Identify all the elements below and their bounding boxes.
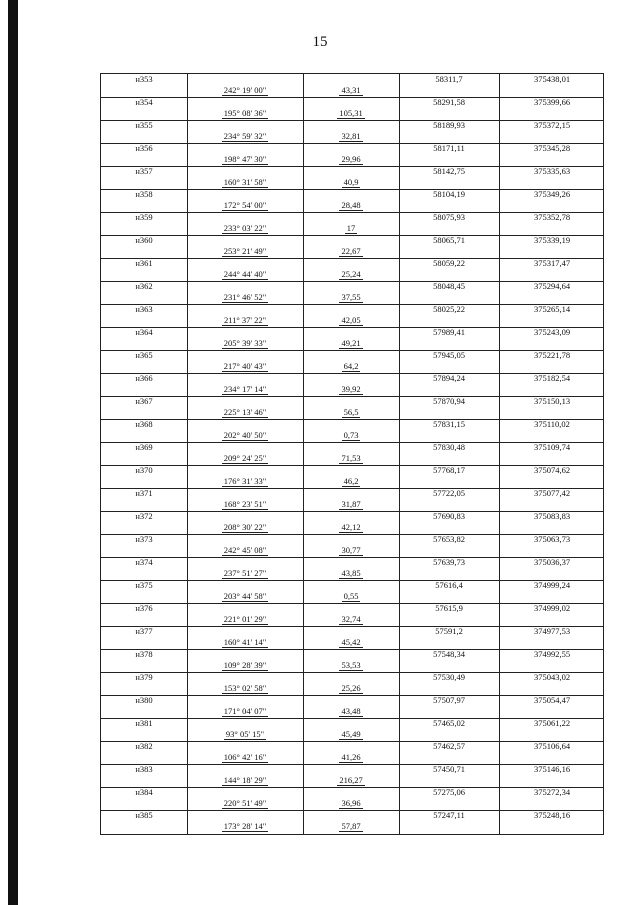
y-coordinate-cell: 375043,02 (533, 672, 571, 682)
row-divider (101, 695, 603, 696)
direction-angle-cell (187, 85, 303, 96)
direction-angle-cell-text: 225° 13' 46" (223, 407, 267, 417)
table-row (101, 281, 603, 304)
table-row (101, 626, 603, 649)
point-name-cell: н368 (135, 419, 153, 429)
direction-angle-cell (187, 177, 303, 188)
direction-angle-cell-text: 244° 44' 40" (223, 269, 267, 279)
direction-angle-cell (187, 660, 303, 671)
point-name-cell: н376 (135, 603, 153, 613)
direction-angle-cell-text: 242° 19' 00" (223, 85, 267, 95)
x-coordinate-cell: 57830,48 (433, 442, 465, 452)
point-name-cell: н373 (135, 534, 153, 544)
row-divider (101, 419, 603, 420)
direction-angle-cell (187, 154, 303, 165)
distance-cell-text: 41,26 (341, 752, 361, 762)
table-row (101, 488, 603, 511)
distance-cell-text: 39,92 (341, 384, 361, 394)
row-divider (101, 327, 603, 328)
distance-cell (303, 752, 399, 763)
distance-cell-text: 45,42 (341, 637, 361, 647)
y-coordinate-cell: 375221,78 (533, 350, 571, 360)
point-name-cell: н356 (135, 143, 153, 153)
distance-cell (303, 453, 399, 464)
direction-angle-cell (187, 752, 303, 763)
distance-cell (303, 85, 399, 96)
distance-cell (303, 522, 399, 533)
distance-cell-text: 49,21 (341, 338, 361, 348)
distance-cell-text: 31,87 (341, 499, 361, 509)
direction-angle-cell (187, 269, 303, 280)
row-divider (101, 166, 603, 167)
point-name-cell: н359 (135, 212, 153, 222)
distance-cell (303, 568, 399, 579)
page-number: 15 (312, 34, 328, 50)
direction-angle-cell (187, 637, 303, 648)
y-coordinate-cell: 375345,28 (533, 143, 571, 153)
point-name-cell: н353 (135, 74, 153, 84)
distance-cell (303, 246, 399, 257)
x-coordinate-cell: 57831,15 (433, 419, 465, 429)
direction-angle-cell-text: 172° 54' 00" (223, 200, 267, 210)
point-name-cell: н374 (135, 557, 153, 567)
distance-cell-text: 25,26 (341, 683, 361, 693)
x-coordinate-cell: 57465,02 (433, 718, 465, 728)
distance-cell (303, 729, 399, 740)
row-divider (101, 373, 603, 374)
point-name-cell: н369 (135, 442, 153, 452)
direction-angle-cell-text: 205° 39' 33" (223, 338, 267, 348)
distance-cell-text: 45,49 (341, 729, 361, 739)
table-row (101, 419, 603, 442)
direction-angle-cell-text: 209° 24' 25" (223, 453, 267, 463)
direction-angle-cell-text: 242° 45' 08" (223, 545, 267, 555)
distance-cell-text: 28,48 (341, 200, 361, 210)
table-row (101, 212, 603, 235)
distance-cell-text: 25,24 (341, 269, 361, 279)
table-row (101, 741, 603, 764)
point-name-cell: н382 (135, 741, 153, 751)
distance-cell (303, 637, 399, 648)
x-coordinate-cell: 57275,06 (433, 787, 465, 797)
row-divider (101, 235, 603, 236)
y-coordinate-cell: 375399,66 (533, 97, 571, 107)
distance-cell (303, 660, 399, 671)
point-name-cell: н364 (135, 327, 153, 337)
direction-angle-cell-text: 211° 37' 22" (223, 315, 267, 325)
table-row (101, 557, 603, 580)
y-coordinate-cell: 375272,34 (533, 787, 571, 797)
direction-angle-cell-text: 93° 05' 15" (225, 729, 265, 739)
y-coordinate-cell: 375074,62 (533, 465, 571, 475)
row-divider (101, 672, 603, 673)
direction-angle-cell-text: 203° 44' 58" (223, 591, 267, 601)
row-divider (101, 396, 603, 397)
x-coordinate-cell: 58059,22 (433, 258, 465, 268)
point-name-cell: н363 (135, 304, 153, 314)
x-coordinate-cell: 57639,73 (433, 557, 465, 567)
distance-cell-text: 64,2 (343, 361, 359, 371)
direction-angle-cell-text: 202° 40' 50" (223, 430, 267, 440)
distance-cell-text: 43,85 (341, 568, 361, 578)
direction-angle-cell-text: 198° 47' 30" (223, 154, 267, 164)
distance-cell-text: 71,53 (341, 453, 361, 463)
distance-cell-text: 0,73 (343, 430, 359, 440)
distance-cell (303, 614, 399, 625)
distance-cell-text: 40,9 (343, 177, 359, 187)
y-coordinate-cell: 375110,02 (534, 419, 570, 429)
y-coordinate-cell: 375061,22 (533, 718, 571, 728)
distance-cell-text: 56,5 (343, 407, 359, 417)
direction-angle-cell-text: 106° 42' 16" (223, 752, 267, 762)
direction-angle-cell-text: 253° 21' 49" (223, 246, 267, 256)
y-coordinate-cell: 375077,42 (533, 488, 571, 498)
x-coordinate-cell: 57548,34 (433, 649, 465, 659)
distance-cell (303, 361, 399, 372)
table-row (101, 649, 603, 672)
table-row (101, 442, 603, 465)
direction-angle-cell (187, 614, 303, 625)
table-row (101, 350, 603, 373)
direction-angle-cell-text: 208° 30' 22" (223, 522, 267, 532)
distance-cell-text: 42,05 (341, 315, 361, 325)
distance-cell-text: 216,27 (339, 775, 363, 785)
point-name-cell: н366 (135, 373, 153, 383)
point-name-cell: н354 (135, 97, 153, 107)
row-divider (101, 511, 603, 512)
y-coordinate-cell: 375243,09 (533, 327, 571, 337)
table-row (101, 166, 603, 189)
direction-angle-cell (187, 545, 303, 556)
row-divider (101, 557, 603, 558)
distance-cell (303, 499, 399, 510)
x-coordinate-cell: 58142,75 (433, 166, 465, 176)
point-name-cell: н380 (135, 695, 153, 705)
row-divider (101, 143, 603, 144)
point-name-cell: н385 (135, 810, 153, 820)
distance-cell (303, 821, 399, 832)
distance-cell-text: 37,55 (341, 292, 361, 302)
table-row (101, 235, 603, 258)
distance-cell (303, 223, 399, 234)
table-row (101, 580, 603, 603)
direction-angle-cell-text: 234° 59' 32" (223, 131, 267, 141)
distance-cell (303, 706, 399, 717)
point-name-cell: н381 (135, 718, 153, 728)
distance-cell (303, 200, 399, 211)
x-coordinate-cell: 57653,82 (433, 534, 465, 544)
direction-angle-cell-text: 195° 08' 36" (223, 108, 267, 118)
y-coordinate-cell: 375339,19 (533, 235, 571, 245)
binding-edge (8, 0, 18, 905)
direction-angle-cell-text: 171° 04' 07" (223, 706, 267, 716)
point-name-cell: н377 (135, 626, 153, 636)
direction-angle-cell-text: 160° 31' 58" (223, 177, 267, 187)
distance-cell-text: 32,74 (341, 614, 361, 624)
distance-cell-text: 53,53 (341, 660, 361, 670)
distance-cell (303, 476, 399, 487)
row-divider (101, 718, 603, 719)
direction-angle-cell-text: 221° 01' 29" (223, 614, 267, 624)
distance-cell (303, 384, 399, 395)
distance-cell-text: 43,31 (341, 85, 361, 95)
table-row (101, 143, 603, 166)
x-coordinate-cell: 57616,4 (435, 580, 463, 590)
direction-angle-cell (187, 200, 303, 211)
direction-angle-cell-text: 168° 23' 51" (223, 499, 267, 509)
point-name-cell: н365 (135, 350, 153, 360)
x-coordinate-cell: 57989,41 (433, 327, 465, 337)
table-row (101, 189, 603, 212)
y-coordinate-cell: 375352,78 (533, 212, 571, 222)
direction-angle-cell (187, 591, 303, 602)
distance-cell-text: 29,96 (341, 154, 361, 164)
direction-angle-cell (187, 223, 303, 234)
row-divider (101, 258, 603, 259)
distance-cell (303, 269, 399, 280)
table-row (101, 258, 603, 281)
x-coordinate-cell: 58104,19 (433, 189, 465, 199)
point-name-cell: н384 (135, 787, 153, 797)
direction-angle-cell (187, 453, 303, 464)
direction-angle-cell (187, 706, 303, 717)
distance-cell (303, 545, 399, 556)
point-name-cell: н371 (135, 488, 153, 498)
direction-angle-cell (187, 246, 303, 257)
direction-angle-cell (187, 568, 303, 579)
x-coordinate-cell: 57462,57 (433, 741, 465, 751)
direction-angle-cell-text: 173° 28' 14" (223, 821, 267, 831)
direction-angle-cell (187, 338, 303, 349)
row-divider (101, 97, 603, 98)
direction-angle-cell (187, 775, 303, 786)
y-coordinate-cell: 375083,83 (533, 511, 571, 521)
distance-cell (303, 315, 399, 326)
direction-angle-cell-text: 217° 40' 43" (223, 361, 267, 371)
row-divider (101, 350, 603, 351)
distance-cell (303, 798, 399, 809)
table-row (101, 534, 603, 557)
x-coordinate-cell: 57247,11 (433, 810, 465, 820)
x-coordinate-cell: 58048,45 (433, 281, 465, 291)
table-row (101, 97, 603, 120)
direction-angle-cell (187, 315, 303, 326)
y-coordinate-cell: 375182,54 (533, 373, 571, 383)
direction-angle-cell-text: 237° 51' 27" (223, 568, 267, 578)
direction-angle-cell-text: 234° 17' 14" (223, 384, 267, 394)
x-coordinate-cell: 57450,71 (433, 764, 465, 774)
direction-angle-cell (187, 798, 303, 809)
x-coordinate-cell: 58171,11 (433, 143, 465, 153)
row-divider (101, 741, 603, 742)
direction-angle-cell-text: 144° 18' 29" (223, 775, 267, 785)
point-name-cell: н355 (135, 120, 153, 130)
distance-cell (303, 430, 399, 441)
y-coordinate-cell: 375349,26 (533, 189, 571, 199)
direction-angle-cell (187, 361, 303, 372)
direction-angle-cell (187, 430, 303, 441)
point-name-cell: н379 (135, 672, 153, 682)
direction-angle-cell (187, 499, 303, 510)
distance-cell (303, 775, 399, 786)
direction-angle-cell (187, 821, 303, 832)
point-name-cell: н367 (135, 396, 153, 406)
y-coordinate-cell: 375106,64 (533, 741, 571, 751)
direction-angle-cell-text: 160° 41' 14" (223, 637, 267, 647)
y-coordinate-cell: 375265,14 (533, 304, 571, 314)
distance-cell-text: 32,81 (341, 131, 361, 141)
row-divider (101, 189, 603, 190)
y-coordinate-cell: 374992,55 (533, 649, 571, 659)
table-row (101, 74, 603, 97)
table-row (101, 373, 603, 396)
table-row (101, 327, 603, 350)
row-divider (101, 281, 603, 282)
point-name-cell: н358 (135, 189, 153, 199)
x-coordinate-cell: 58075,93 (433, 212, 465, 222)
table-row (101, 695, 603, 718)
table-row (101, 120, 603, 143)
point-name-cell: н362 (135, 281, 153, 291)
x-coordinate-cell: 57768,17 (433, 465, 465, 475)
x-coordinate-cell: 58065,71 (433, 235, 465, 245)
distance-cell (303, 131, 399, 142)
table-row (101, 603, 603, 626)
point-name-cell: н361 (135, 258, 153, 268)
distance-cell-text: 105,31 (339, 108, 363, 118)
y-coordinate-cell: 375438,01 (533, 74, 571, 84)
point-name-cell: н360 (135, 235, 153, 245)
direction-angle-cell (187, 384, 303, 395)
y-coordinate-cell: 375317,47 (533, 258, 571, 268)
distance-cell-text: 57,87 (341, 821, 361, 831)
row-divider (101, 442, 603, 443)
distance-cell-text: 30,77 (341, 545, 361, 555)
x-coordinate-cell: 57507,97 (433, 695, 465, 705)
x-coordinate-cell: 57945,05 (433, 350, 465, 360)
y-coordinate-cell: 374977,53 (533, 626, 571, 636)
point-name-cell: н372 (135, 511, 153, 521)
y-coordinate-cell: 375372,15 (533, 120, 571, 130)
x-coordinate-cell: 58189,93 (433, 120, 465, 130)
distance-cell (303, 407, 399, 418)
table-row (101, 465, 603, 488)
direction-angle-cell-text: 109° 28' 39" (223, 660, 267, 670)
row-divider (101, 212, 603, 213)
distance-cell (303, 683, 399, 694)
distance-cell-text: 22,67 (341, 246, 361, 256)
direction-angle-cell (187, 522, 303, 533)
distance-cell-text: 0,55 (343, 591, 359, 601)
direction-angle-cell-text: 231° 46' 52" (223, 292, 267, 302)
row-divider (101, 120, 603, 121)
direction-angle-cell (187, 729, 303, 740)
table-row (101, 396, 603, 419)
distance-cell (303, 108, 399, 119)
coordinates-table (100, 73, 604, 835)
point-name-cell: н378 (135, 649, 153, 659)
y-coordinate-cell: 374999,02 (533, 603, 571, 613)
x-coordinate-cell: 57530,49 (433, 672, 465, 682)
direction-angle-cell (187, 407, 303, 418)
x-coordinate-cell: 58311,7 (435, 74, 463, 84)
direction-angle-cell-text: 220° 51' 49" (223, 798, 267, 808)
y-coordinate-cell: 375054,47 (533, 695, 571, 705)
y-coordinate-cell: 375109,74 (533, 442, 571, 452)
y-coordinate-cell: 375036,37 (533, 557, 571, 567)
x-coordinate-cell: 57615,9 (435, 603, 463, 613)
point-name-cell: н375 (135, 580, 153, 590)
point-name-cell: н383 (135, 764, 153, 774)
table-row (101, 787, 603, 810)
point-name-cell: н357 (135, 166, 153, 176)
row-divider (101, 787, 603, 788)
distance-cell-text: 43,48 (341, 706, 361, 716)
direction-angle-cell-text: 153° 02' 58" (223, 683, 267, 693)
distance-cell (303, 154, 399, 165)
distance-cell-text: 36,96 (341, 798, 361, 808)
y-coordinate-cell: 375294,64 (533, 281, 571, 291)
distance-cell-text: 42,12 (341, 522, 361, 532)
y-coordinate-cell: 375063,73 (533, 534, 571, 544)
distance-cell-text: 46,2 (343, 476, 359, 486)
row-divider (101, 603, 603, 604)
distance-cell (303, 338, 399, 349)
table-row (101, 764, 603, 787)
distance-cell (303, 292, 399, 303)
point-name-cell: н370 (135, 465, 153, 475)
distance-cell (303, 177, 399, 188)
direction-angle-cell (187, 131, 303, 142)
row-divider (101, 810, 603, 811)
y-coordinate-cell: 374999,24 (533, 580, 571, 590)
distance-cell (303, 591, 399, 602)
y-coordinate-cell: 375248,16 (533, 810, 571, 820)
x-coordinate-cell: 58025,22 (433, 304, 465, 314)
row-divider (101, 764, 603, 765)
table-row (101, 304, 603, 327)
y-coordinate-cell: 375146,16 (533, 764, 571, 774)
table-row (101, 718, 603, 741)
row-divider (101, 649, 603, 650)
table-row (101, 810, 603, 833)
x-coordinate-cell: 57690,83 (433, 511, 465, 521)
direction-angle-cell (187, 108, 303, 119)
row-divider (101, 465, 603, 466)
x-coordinate-cell: 57894,24 (433, 373, 465, 383)
distance-cell-text: 17 (346, 223, 356, 233)
table-row (101, 672, 603, 695)
y-coordinate-cell: 375150,13 (533, 396, 571, 406)
direction-angle-cell-text: 176° 31' 33" (223, 476, 267, 486)
row-divider (101, 304, 603, 305)
x-coordinate-cell: 57870,94 (433, 396, 465, 406)
row-divider (101, 488, 603, 489)
row-divider (101, 534, 603, 535)
direction-angle-cell (187, 476, 303, 487)
x-coordinate-cell: 57722,05 (433, 488, 465, 498)
x-coordinate-cell: 58291,58 (433, 97, 465, 107)
direction-angle-cell-text: 233° 03' 22" (223, 223, 267, 233)
table-row (101, 511, 603, 534)
direction-angle-cell (187, 292, 303, 303)
y-coordinate-cell: 375335,63 (533, 166, 571, 176)
direction-angle-cell (187, 683, 303, 694)
row-divider (101, 580, 603, 581)
row-divider (101, 626, 603, 627)
x-coordinate-cell: 57591,2 (435, 626, 463, 636)
